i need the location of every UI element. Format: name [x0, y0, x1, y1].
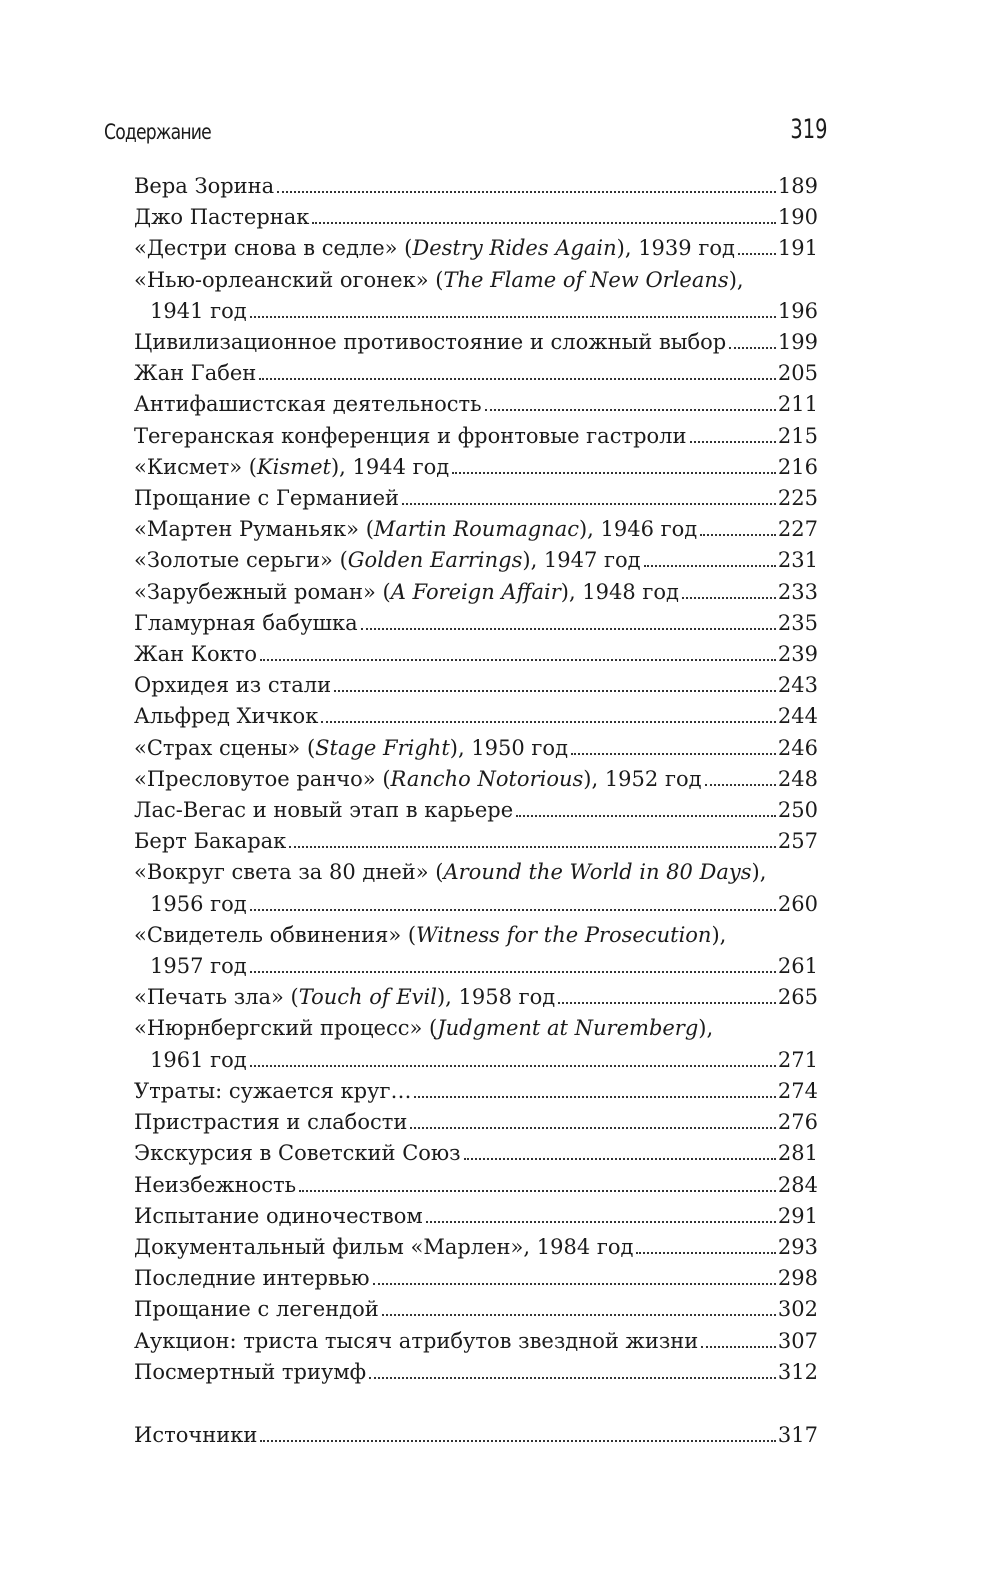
toc-entry[interactable]: [134, 639, 818, 670]
toc-page-number: 225: [777, 486, 818, 511]
toc-page-number: 293: [777, 1234, 818, 1259]
toc-entry[interactable]: [134, 577, 818, 608]
toc-entry-title: Прощание с легендой: [134, 1297, 379, 1322]
dot-leader: [464, 1158, 776, 1160]
toc-entry-title: Вера Зорина: [134, 174, 275, 198]
toc-entry-title-part: «Мартен Руманьяк» (: [134, 517, 374, 542]
toc-page-number: 189: [777, 174, 818, 198]
toc-entry-original-title: Touch of Evil: [298, 985, 437, 1010]
toc-entry[interactable]: [134, 857, 818, 919]
toc-page-number: 284: [777, 1172, 818, 1197]
toc-entry-title-part: «Страх сцены» (: [134, 735, 316, 760]
toc-entry[interactable]: [134, 982, 818, 1013]
toc-entry-title: Гламурная бабушка: [134, 610, 358, 635]
section-gap: [134, 1388, 818, 1420]
toc-page-number: 199: [777, 330, 818, 355]
toc-entry-title: [134, 764, 702, 795]
toc-page-number: 250: [777, 798, 818, 823]
toc-entry[interactable]: [134, 358, 818, 389]
toc-entry-title-part: ), 1939 год: [616, 236, 735, 261]
toc-page-number: 307: [777, 1328, 818, 1353]
toc-page-number: 302: [777, 1297, 818, 1322]
toc-entry[interactable]: [134, 1138, 818, 1169]
toc-entry[interactable]: [134, 1107, 818, 1138]
toc-page-number: 235: [777, 610, 818, 635]
toc-entry[interactable]: [134, 421, 818, 452]
dot-leader: [382, 1314, 776, 1316]
dot-leader: [682, 597, 776, 599]
toc-page-number: 317: [777, 1422, 818, 1447]
toc-page-number: 233: [777, 579, 818, 604]
toc-entry-title-continuation: 1941 год: [150, 298, 247, 323]
toc-entry-title: Джо Пастернак: [134, 205, 310, 230]
toc-page-number: 274: [777, 1078, 818, 1103]
toc-page-number: 244: [777, 704, 818, 729]
toc-entry-title-continuation: 1961 год: [150, 1047, 247, 1072]
toc-entry-original-title: Witness for the Prosecution: [416, 922, 712, 947]
toc-entry[interactable]: [134, 733, 818, 764]
toc-entry-title: Жан Кокто: [134, 642, 258, 667]
toc-entry-title: [134, 545, 641, 576]
dot-leader: [250, 316, 776, 318]
toc-entry-title-part: ),: [751, 860, 767, 885]
toc-entry-title: Цивилизационное противостояние и сложный выбор: [134, 330, 727, 355]
dot-leader: [299, 1190, 776, 1192]
dot-leader: [250, 1065, 776, 1067]
toc-entry[interactable]: [134, 826, 818, 857]
toc-entry-title: [134, 233, 735, 264]
toc-entry[interactable]: [134, 265, 818, 327]
toc-entry-title: Прощание с Германией: [134, 486, 400, 511]
toc-entry-title-continuation: 1957 год: [150, 954, 247, 979]
dot-leader: [260, 659, 776, 661]
toc-entry-title-part: «Зарубежный роман» (: [134, 579, 391, 604]
toc-entry-sources[interactable]: [134, 1420, 818, 1451]
toc-entry-title: [134, 857, 766, 888]
dot-leader: [410, 1127, 776, 1129]
toc-page-number: 215: [777, 423, 818, 448]
toc-entry[interactable]: [134, 452, 818, 483]
dot-leader: [426, 1221, 776, 1223]
dot-leader: [644, 565, 776, 567]
toc-entry-title: Жан Габен: [134, 361, 257, 386]
toc-entry-original-title: Rancho Notorious: [390, 766, 584, 791]
toc-page-number: 246: [777, 735, 818, 760]
toc-entry-title: Лас-Вегас и новый этап в карьере: [134, 798, 514, 823]
toc-entry-title: Последние интервью: [134, 1266, 370, 1291]
toc-entry-title-part: «Золотые серьги» (: [134, 548, 348, 573]
toc-entry-title: Берт Бакарак: [134, 829, 287, 854]
toc-entry-title: Альфред Хичкок: [134, 704, 319, 729]
dot-leader: [334, 690, 776, 692]
toc-page-number: 227: [777, 517, 818, 542]
toc-entry-original-title: Kismet: [256, 454, 331, 479]
dot-leader: [701, 1346, 776, 1348]
toc-entry[interactable]: [134, 483, 818, 514]
toc-page-number: 216: [777, 454, 818, 479]
toc-entry-title-part: ),: [698, 1016, 714, 1041]
dot-leader: [558, 1002, 776, 1004]
toc-page-number: 281: [777, 1141, 818, 1166]
toc-page-number: 312: [777, 1359, 818, 1384]
toc-entry-title-part: ), 1944 год: [330, 454, 450, 479]
toc-entry-title: Испытание одиночеством: [134, 1203, 423, 1228]
toc-entry-title: Документальный фильм «Марлен», 1984 год: [134, 1234, 634, 1259]
toc-entry[interactable]: [134, 389, 818, 420]
dot-leader: [571, 753, 776, 755]
toc-page-number: 243: [777, 673, 818, 698]
toc-entry-title: Тегеранская конференция и фронтовые гастроли: [134, 423, 687, 448]
dot-leader: [636, 1252, 775, 1254]
toc-page-number: 260: [777, 891, 818, 916]
toc-page-number: 261: [777, 954, 818, 979]
toc-entry[interactable]: [134, 1013, 818, 1075]
toc-entry-title-part: «Свидетель обвинения» (: [134, 922, 417, 947]
toc-entry-title: [134, 982, 555, 1013]
dot-leader: [250, 971, 776, 973]
running-header: [104, 112, 828, 152]
toc-page-number: 191: [777, 236, 818, 261]
toc-page-number: 271: [777, 1047, 818, 1072]
toc-entry-title-continuation: 1956 год: [150, 891, 247, 916]
toc-entry-original-title: Martin Roumagnac: [373, 517, 579, 542]
table-of-contents: [134, 171, 818, 1451]
toc-page-number: 205: [777, 361, 818, 386]
dot-leader: [452, 472, 776, 474]
toc-entry-original-title: A Foreign Affair: [390, 579, 561, 604]
toc-page-number: 248: [777, 766, 818, 791]
dot-leader: [402, 503, 776, 505]
toc-entry-title-part: ),: [711, 922, 727, 947]
toc-entry-title-part: ), 1952 год: [583, 766, 702, 791]
toc-entry[interactable]: [134, 171, 818, 202]
dot-leader: [289, 846, 776, 848]
toc-entry-title: Антифашистская деятельность: [134, 392, 482, 417]
dot-leader: [516, 815, 776, 817]
toc-entry-title-part: ), 1948 год: [560, 579, 679, 604]
toc-page-number: 291: [777, 1203, 818, 1228]
toc-page-number: 231: [777, 548, 818, 573]
toc-entry[interactable]: [134, 1201, 818, 1232]
dot-leader: [260, 1440, 776, 1442]
dot-leader: [312, 222, 775, 224]
toc-entry[interactable]: [134, 1170, 818, 1201]
toc-page-number: 257: [777, 829, 818, 854]
toc-entry[interactable]: [134, 701, 818, 732]
toc-entry-title: Утраты: сужается круг…: [134, 1078, 412, 1103]
toc-entry-title: Аукцион: триста тысяч атрибутов звездной жизни: [134, 1328, 699, 1353]
toc-page-number: 190: [777, 205, 818, 230]
dot-leader: [277, 191, 776, 193]
toc-entry[interactable]: [134, 545, 818, 576]
toc-entry[interactable]: [134, 764, 818, 795]
toc-entry[interactable]: [134, 608, 818, 639]
toc-entry[interactable]: [134, 670, 818, 701]
toc-page-number: 239: [777, 642, 818, 667]
toc-page-number: 276: [777, 1110, 818, 1135]
toc-entry-original-title: The Flame of New Orleans: [443, 267, 729, 292]
dot-leader: [361, 628, 776, 630]
toc-entry[interactable]: [134, 233, 818, 264]
toc-entry-original-title: Golden Earrings: [347, 548, 523, 573]
toc-page-number: 196: [777, 298, 818, 323]
dot-leader: [414, 1096, 775, 1098]
toc-page-number: 211: [777, 392, 818, 417]
toc-entry-title: [134, 733, 568, 764]
toc-entry[interactable]: [134, 327, 818, 358]
dot-leader: [700, 534, 776, 536]
dot-leader: [729, 347, 776, 349]
toc-entry-title-part: «Вокруг света за 80 дней» (: [134, 860, 444, 885]
toc-entry-title: Орхидея из стали: [134, 673, 332, 698]
dot-leader: [690, 441, 776, 443]
toc-entry-title: Пристрастия и слабости: [134, 1110, 408, 1135]
toc-page-number: 265: [777, 985, 818, 1010]
toc-entry[interactable]: [134, 1263, 818, 1294]
toc-entry-title: [134, 920, 726, 951]
toc-entry-title-part: «Печать зла» (: [134, 985, 299, 1010]
toc-entry-title: [134, 514, 697, 545]
toc-entry[interactable]: [134, 920, 818, 982]
toc-entry-title: Источники: [134, 1422, 258, 1447]
toc-entry[interactable]: [134, 1294, 818, 1325]
toc-entry-original-title: Destry Rides Again: [412, 236, 617, 261]
toc-entry-title: [134, 452, 449, 483]
dot-leader: [369, 1377, 776, 1379]
running-header-title: Содержание: [104, 120, 211, 144]
toc-page-number: 298: [777, 1266, 818, 1291]
dot-leader: [250, 909, 776, 911]
toc-entry-original-title: Around the World in 80 Days: [443, 860, 752, 885]
dot-leader: [485, 409, 776, 411]
toc-entry[interactable]: [134, 1357, 818, 1388]
toc-entry-title-part: ), 1946 год: [578, 517, 698, 542]
toc-entry-title-part: ), 1958 год: [436, 985, 556, 1010]
dot-leader: [738, 253, 776, 255]
toc-entry[interactable]: [134, 795, 818, 826]
dot-leader: [321, 721, 776, 723]
toc-entry-title-part: «Дестри снова в седле» (: [134, 236, 413, 261]
toc-entry-title-part: «Кисмет» (: [134, 454, 257, 479]
toc-entry-title: Неизбежность: [134, 1172, 297, 1197]
toc-entry-title-part: «Нюрнбергский процесс» (: [134, 1016, 438, 1041]
dot-leader: [705, 784, 776, 786]
toc-entry-original-title: Judgment at Nuremberg: [437, 1016, 699, 1041]
toc-entry-title: [134, 265, 744, 296]
toc-entry-title-part: «Пресловутое ранчо» (: [134, 766, 391, 791]
page-number: 319: [790, 114, 828, 145]
dot-leader: [259, 378, 776, 380]
toc-entry-title: Экскурсия в Советский Союз: [134, 1141, 461, 1166]
toc-entry[interactable]: [134, 202, 818, 233]
toc-entry-title-part: «Нью-орлеанский огонек» (: [134, 267, 444, 292]
toc-entry-title: Посмертный триумф: [134, 1359, 367, 1384]
toc-entry[interactable]: [134, 1076, 818, 1107]
toc-entry[interactable]: [134, 514, 818, 545]
toc-entry-title-part: ), 1950 год: [449, 735, 569, 760]
toc-entry-title: [134, 1013, 713, 1044]
dot-leader: [373, 1283, 776, 1285]
toc-entry-original-title: Stage Fright: [315, 735, 450, 760]
toc-entry[interactable]: [134, 1326, 818, 1357]
toc-entry-title-part: ), 1947 год: [522, 548, 641, 573]
toc-entry-title: [134, 577, 679, 608]
toc-entry[interactable]: [134, 1232, 818, 1263]
toc-entry-title-part: ),: [728, 267, 744, 292]
